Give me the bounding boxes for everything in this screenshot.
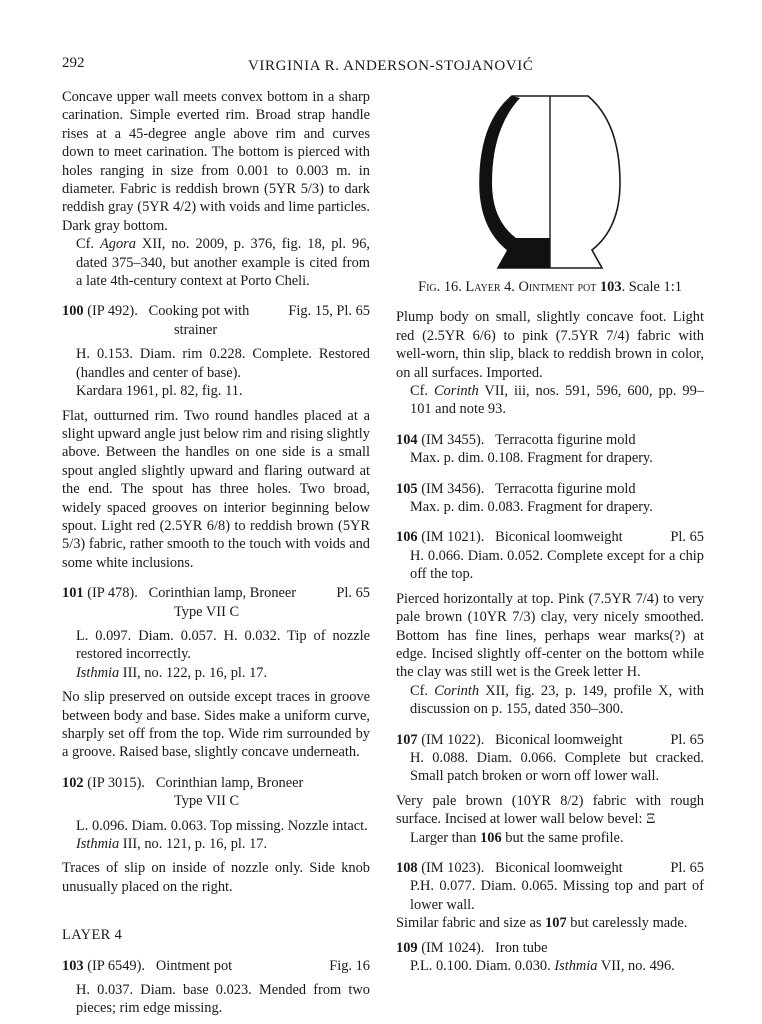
left-column <box>62 88 370 1018</box>
entry-dimensions: H. 0.088. Diam. 0.066. Complete but cracked. Small patch broken or worn off lower wall. <box>410 749 704 785</box>
entry-dimensions: L. 0.097. Diam. 0.057. H. 0.032. Tip of nozzle restored incorrectly. <box>76 627 370 663</box>
right-column <box>396 88 704 975</box>
entry-dimensions: P.L. 0.100. Diam. 0.030. Isthmia VII, no. 496. <box>410 958 675 974</box>
plate-reference: Pl. 65 <box>670 529 704 546</box>
entry-title-continued: Type VII C <box>174 793 240 810</box>
running-title: VIRGINIA R. ANDERSON-STOJANOVIĆ <box>248 58 534 74</box>
entry-dimensions: Max. p. dim. 0.108. Fragment for drapery. <box>410 450 653 467</box>
entry-dimensions: H. 0.037. Diam. base 0.023. Mended from two pieces; rim edge missing. <box>76 982 370 1017</box>
ointment-pot-drawing <box>470 88 630 278</box>
catalog-entry-108: 108 (IM 1023). Biconical loomweight Pl. 65 <box>396 859 704 876</box>
entry-citation: Cf. Corinth VII, iii, nos. 591, 596, 600, pp. 99–101 and note 93. <box>410 383 704 418</box>
catalog-entry-102: 102 (IP 3015). Corinthian lamp, Broneer <box>62 774 304 791</box>
figure-16 <box>396 88 704 278</box>
catalog-entry-100: 100 (IP 492). Cooking pot with Fig. 15, Pl. 65 <box>62 303 370 320</box>
entry-dimensions: H. 0.066. Diam. 0.052. Complete except for a chip off the top. <box>410 547 704 583</box>
catalog-entry-106: 106 (IM 1021). Biconical loomweight Pl. 65 <box>396 529 704 546</box>
entry-citation: Isthmia III, no. 121, p. 16, pl. 17. <box>76 836 268 853</box>
entry-dimensions: H. 0.153. Diam. rim 0.228. Complete. Restored (handles and center of base). <box>76 346 370 381</box>
figure-reference: Fig. 15, Pl. 65 <box>288 303 370 320</box>
entry-description: Traces of slip on inside of nozzle only. Side knob unusually placed on the right. <box>62 860 370 895</box>
catalog-entry-103: 103 (IP 6549). Ointment pot Fig. 16 <box>62 957 370 974</box>
entry-title-continued: strainer <box>174 321 218 338</box>
figure-caption: Fig. 16. Layer 4. Ointment pot 103. Scale 1:1 <box>418 279 682 295</box>
catalog-entry-101: 101 (IP 478). Corinthian lamp, Broneer Pl. 65 <box>62 585 370 602</box>
entry-citation: Isthmia III, no. 122, p. 16, pl. 17. <box>76 664 268 681</box>
catalog-entry-107: 107 (IM 1022). Biconical loomweight Pl. 65 <box>396 731 704 748</box>
pot-outline <box>550 96 620 268</box>
plate-reference: Pl. 65 <box>670 731 704 748</box>
entry-description: Flat, outturned rim. Two round handles placed at a slight upward angle just below rim and rising slightly above. Between the handles on one side is a small spout angled slightly upward and flaring outward at the end. The spout has three holes. Two broad, widely spaced grooves on interior beginning below spout. Light red (2.5YR 6/8) to reddish brown (5YR 5/3) fabric, rather smooth to the touch with voids and some white inclusions. <box>62 407 370 571</box>
paragraph-carination: Concave upper wall meets convex bottom in a sharp carination. Simple everted rim. Broad strap handle rises at a 45-degree angle above rim and curves down to meet carination. The bottom is pierced with holes ranging in size from 0.001 to 0.003 m. in diameter. Fabric is reddish brown (5YR 5/3) to dark reddish gray (5YR 4/2) with voids and lime particles. Dark gray bottom. <box>62 89 370 234</box>
plate-reference: Pl. 65 <box>670 859 704 876</box>
entry-description: Plump body on small, slightly concave foot. Light red (2.5YR 6/6) to pink (7.5YR 7/4) fabric with well-worn, thin slip, black to reddish brown in color, on all surfaces. Imported. <box>396 309 704 381</box>
catalog-entry-109: 109 (IM 1024). Iron tube <box>396 939 548 956</box>
section-heading-layer-4: LAYER 4 <box>62 927 123 944</box>
plate-reference: Pl. 65 <box>336 585 370 602</box>
entry-description: Very pale brown (10YR 8/2) fabric with rough surface. Incised at lower wall below bevel: Ξ <box>396 792 704 828</box>
figure-reference: Fig. 16 <box>329 957 370 974</box>
page-number: 292 <box>62 55 85 71</box>
entry-citation: Cf. Corinth XII, fig. 23, p. 149, profile X, with discussion on p. 155, dated 350–300. <box>410 682 704 718</box>
catalog-entry-104: 104 (IM 3455). Terracotta figurine mold <box>396 431 636 448</box>
entry-note: Larger than 106 but the same profile. <box>410 829 624 846</box>
catalog-entry-105: 105 (IM 3456). Terracotta figurine mold <box>396 480 636 497</box>
entry-description: No slip preserved on outside except traces in groove between body and base. Sides make a uniform curve, sharply set off from the top. Wide rim surrounded by a groove. Raised base, slightly concave underneath. <box>62 689 370 761</box>
entry-description: Pierced horizontally at top. Pink (7.5YR 7/4) to very pale brown (10YR 7/3) clay, very nicely smoothed. Bottom has fine lines, perhaps wear marks(?) at edge. Incised slightly off-center on the bottom while the clay was still wet is the Greek letter H. <box>396 590 704 681</box>
entry-title-continued: Type VII C <box>174 603 240 620</box>
entry-description: Similar fabric and size as 107 but carelessly made. <box>396 915 688 932</box>
entry-dimensions: Max. p. dim. 0.083. Fragment for drapery. <box>410 499 653 516</box>
pot-section-profile <box>480 96 550 268</box>
comparison-agora: Cf. Agora XII, no. 2009, p. 376, fig. 18, pl. 96, dated 375–340, but another example is cited from a late 4th-century context at Porto Cheli. <box>76 236 370 290</box>
entry-dimensions: L. 0.096. Diam. 0.063. Top missing. Nozzle intact. <box>76 817 368 834</box>
entry-citation: Kardara 1961, pl. 82, fig. 11. <box>76 383 243 400</box>
entry-dimensions: P.H. 0.077. Diam. 0.065. Missing top and part of lower wall. <box>410 878 704 913</box>
